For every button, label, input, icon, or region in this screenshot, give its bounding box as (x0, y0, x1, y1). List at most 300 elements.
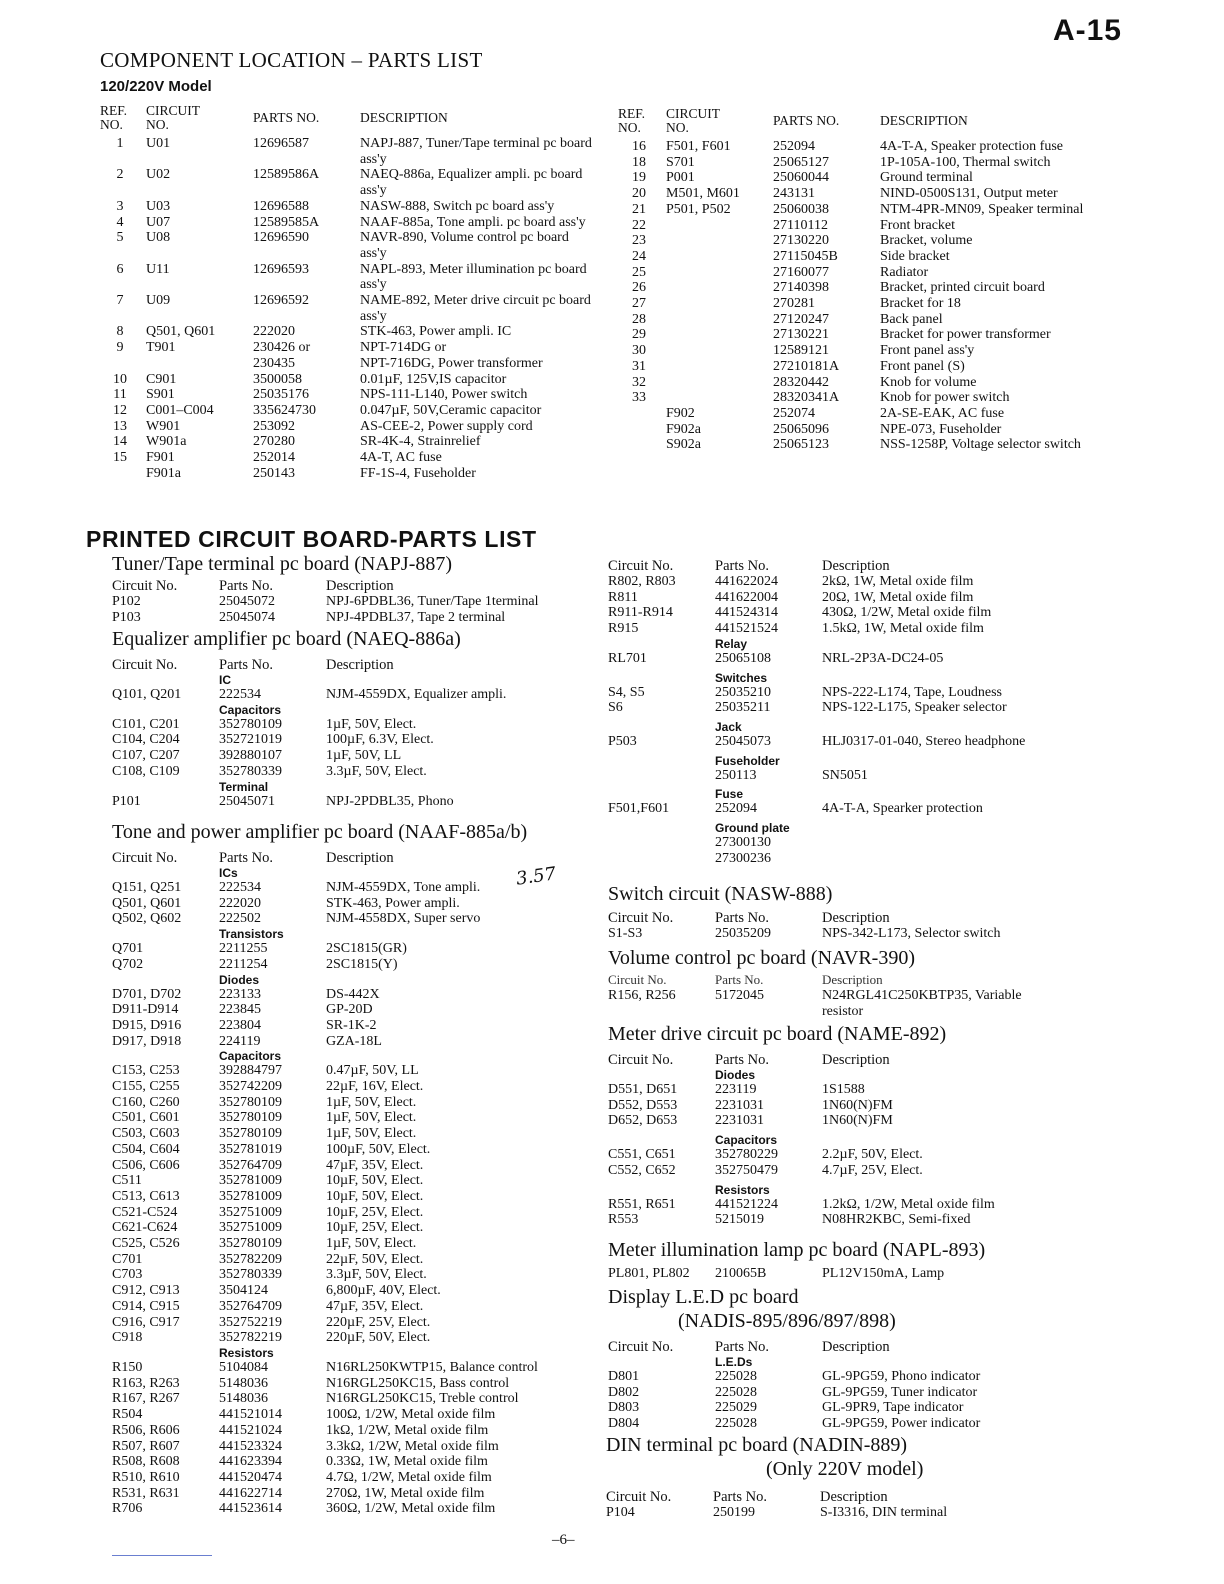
parts-no-cell: 25045073 (715, 733, 771, 749)
group-label: L.E.Ds (715, 1355, 753, 1369)
description-cell: 0.047µF, 50V,Ceramic capacitor (360, 402, 542, 418)
parts-no-cell: 441622004 (715, 589, 778, 605)
description-cell: Front panel (S) (880, 358, 965, 374)
circuit-no-cell: C621-C624 (112, 1220, 178, 1236)
parts-cell: 12696592 (253, 293, 309, 309)
table-row (112, 1315, 602, 1331)
parts-no-cell: 222534 (219, 687, 261, 702)
table-row (608, 1385, 1108, 1401)
ref-cell: 11 (113, 387, 127, 403)
section-nadis (608, 1285, 1108, 1432)
description-cell: 1S1588 (822, 1082, 865, 1097)
parts-no-cell: 441520474 (219, 1469, 282, 1485)
description-cell: N16RL250KWTP15, Balance control (326, 1359, 538, 1375)
table-row (608, 768, 1108, 784)
group-label: Switches (715, 670, 768, 685)
table-row (112, 1126, 602, 1142)
group-label: Diodes (715, 1068, 756, 1082)
parts-row (618, 233, 1118, 249)
table-row (608, 1113, 1108, 1129)
header-circuit-no: CIRCUIT NO. (146, 103, 200, 132)
circuit-no-cell: D551, D651 (608, 1082, 678, 1097)
description-cell: 22µF, 50V, Elect. (326, 1251, 424, 1267)
header-ref-no: REF. NO. (618, 106, 646, 135)
circuit-cell: S902a (666, 437, 701, 453)
column-header (608, 972, 1108, 988)
parts-cell: 252074 (773, 405, 815, 421)
description-cell: 3.3kΩ, 1/2W, Metal oxide film (326, 1438, 499, 1454)
ref-cell: 32 (632, 374, 646, 390)
circuit-no-cell: Q701 (112, 941, 144, 957)
parts-row (100, 324, 600, 340)
circuit-no-cell: R915 (608, 621, 639, 637)
parts-no-cell: 441521524 (715, 621, 778, 637)
parts-cell: 27120247 (773, 311, 829, 327)
description-cell: 4A-T-A, Spearker protection (822, 801, 983, 817)
table-row (112, 1205, 602, 1221)
table-row (608, 685, 1108, 701)
table-row (112, 1407, 602, 1423)
hdr-parts: Parts No. (715, 910, 769, 926)
header-description: DESCRIPTION (360, 110, 448, 125)
header-circuit-no: CIRCUIT NO. (666, 106, 720, 135)
parts-no-cell: 25045072 (219, 594, 275, 609)
parts-list-left (100, 104, 600, 481)
circuit-no-cell: Q702 (112, 956, 144, 972)
ref-cell: 13 (113, 418, 127, 434)
divider-line (112, 1555, 212, 1556)
circuit-cell: U09 (146, 293, 171, 309)
parts-cell: 12589586A (253, 167, 320, 183)
table-row (112, 1423, 602, 1439)
table-row (112, 748, 602, 764)
table-row (608, 835, 1108, 851)
parts-row (618, 312, 1118, 328)
ref-cell: 14 (113, 434, 127, 450)
circuit-no-cell: P102 (112, 594, 141, 609)
hdr-desc: Description (822, 558, 890, 574)
ref-cell: 33 (632, 390, 646, 406)
circuit-no-cell (608, 835, 715, 851)
table-row (112, 1330, 602, 1346)
circuit-no-cell: R504 (112, 1407, 143, 1423)
description-cell: STK-463, Power ampli. IC (360, 324, 512, 340)
description-cell: NPJ-6PDBL36, Tuner/Tape 1terminal (326, 594, 539, 609)
parts-no-cell: 352781019 (219, 1141, 282, 1157)
section-title: Tuner/Tape terminal pc board (NAPJ-887) (112, 553, 453, 575)
circuit-cell: C901 (146, 371, 177, 387)
description-cell: 100µF, 50V, Elect. (326, 1141, 431, 1157)
table-row (608, 851, 1108, 867)
parts-no-cell: 441523324 (219, 1438, 282, 1454)
page-title: COMPONENT LOCATION – PARTS LIST (100, 48, 483, 72)
description-cell: STK-463, Power ampli. (326, 895, 460, 911)
description-cell: S-I3316, DIN terminal (820, 1505, 948, 1520)
description-cell: GL-9PG59, Tuner indicator (822, 1384, 978, 1400)
description-cell: NJM-4558DX, Super servo (326, 911, 481, 927)
parts-list-right (618, 107, 1118, 453)
group-label: IC (219, 673, 231, 687)
parts-row (100, 419, 600, 435)
parts-no-cell: 5215019 (715, 1212, 764, 1228)
parts-cell: 243131 (773, 186, 815, 202)
circuit-no-cell: P104 (606, 1505, 635, 1520)
column-header (606, 1489, 1106, 1505)
table-row (608, 926, 1108, 942)
ref-cell: 15 (113, 450, 127, 466)
circuit-no-cell: C513, C613 (112, 1188, 180, 1204)
circuit-no-cell: R163, R263 (112, 1375, 180, 1391)
parts-row (100, 450, 600, 466)
circuit-no-cell: D802 (608, 1384, 640, 1400)
table-row (112, 594, 602, 610)
circuit-no-cell: C914, C915 (112, 1298, 180, 1314)
parts-cell: 28320442 (773, 374, 829, 390)
circuit-no-cell: R156, R256 (608, 988, 676, 1003)
circuit-cell (666, 233, 773, 249)
table-row (112, 1079, 602, 1095)
description-cell: 0.01µF, 125V,IS capacitor (360, 371, 507, 387)
circuit-cell: F902 (666, 405, 695, 421)
parts-cell: 270280 (253, 434, 295, 450)
group-label: Capacitors (219, 1049, 282, 1064)
parts-row (100, 167, 600, 198)
table-row (112, 1002, 602, 1018)
parts-cell: 12589585A (253, 214, 320, 230)
hdr-circuit: Circuit No. (112, 657, 178, 673)
column-header (608, 1052, 1108, 1068)
description-cell: NAPJ-887, Tuner/Tape terminal pc board ass'y (360, 136, 596, 167)
circuit-no-cell: F501,F601 (608, 801, 670, 817)
table-row (608, 734, 1108, 750)
parts-no-cell: 250113 (715, 767, 757, 783)
group-label: Transistors (219, 927, 284, 942)
description-cell: NAVR-890, Volume control pc board ass'y (360, 230, 573, 261)
description-cell: NPJ-2PDBL35, Phono (326, 793, 454, 809)
section-navr (608, 946, 1108, 1019)
parts-row (100, 387, 600, 403)
description-cell: 1.2kΩ, 1/2W, Metal oxide film (822, 1196, 995, 1212)
description-cell: 1kΩ, 1/2W, Metal oxide film (326, 1422, 489, 1438)
description-cell: NJM-4559DX, Equalizer ampli. (326, 687, 507, 702)
parts-no-cell: 352752219 (219, 1314, 282, 1330)
parts-no-cell: 352721019 (219, 732, 282, 748)
parts-cell: 3500058 (253, 371, 302, 387)
description-cell: Knob for power switch (880, 390, 1010, 406)
parts-no-cell: 25035211 (715, 700, 771, 716)
header-ref-no: REF. NO. (100, 103, 128, 132)
circuit-cell: U08 (146, 230, 171, 246)
parts-row (100, 466, 600, 482)
circuit-cell: F501, F601 (666, 139, 731, 154)
ref-cell: 4 (116, 214, 124, 230)
description-cell: NIND-0500S131, Output meter (880, 186, 1058, 202)
circuit-cell (666, 312, 773, 328)
table-row (112, 717, 602, 733)
ref-cell: 28 (632, 311, 646, 327)
table-row (112, 1391, 602, 1407)
parts-no-cell: 441523614 (219, 1501, 282, 1517)
description-cell: 47µF, 35V, Elect. (326, 1298, 424, 1314)
circuit-cell: U11 (146, 261, 170, 277)
circuit-cell (666, 390, 773, 406)
ref-cell: 30 (632, 343, 646, 359)
parts-row (618, 375, 1118, 391)
column-header (112, 850, 602, 866)
hdr-desc: Description (820, 1489, 888, 1505)
ref-cell: 20 (632, 186, 646, 202)
group-label: Capacitors (219, 702, 282, 717)
description-cell: 360Ω, 1/2W, Metal oxide film (326, 1501, 496, 1517)
description-cell: 100µF, 6.3V, Elect. (326, 732, 434, 748)
column-header (112, 657, 602, 673)
parts-cell: 12696593 (253, 261, 309, 277)
table-row (112, 1454, 602, 1470)
circuit-cell (666, 218, 773, 234)
parts-cell: 27130221 (773, 327, 829, 343)
description-cell: 1µF, 50V, Elect. (326, 1236, 417, 1252)
parts-no-cell: 392880107 (219, 748, 282, 764)
table-row (112, 1110, 602, 1126)
pcb-parts-heading: PRINTED CIRCUIT BOARD-PARTS LIST (86, 526, 537, 552)
circuit-no-cell: P101 (112, 793, 141, 809)
ref-cell: 29 (632, 327, 646, 343)
circuit-no-cell: D701, D702 (112, 986, 182, 1002)
hdr-parts: Parts No. (715, 1339, 769, 1355)
ref-cell: 18 (632, 154, 646, 170)
description-cell: 2SC1815(GR) (326, 941, 407, 957)
parts-no-cell: 224119 (219, 1033, 261, 1049)
section-napj (112, 552, 602, 625)
handwritten-note: 3.57 (514, 863, 558, 890)
group-label: Resistors (219, 1345, 274, 1360)
parts-row (618, 218, 1118, 234)
circuit-no-cell: C153, C253 (112, 1063, 180, 1079)
description-cell: 2A-SE-EAK, AC fuse (880, 405, 1005, 421)
section-subtitle: (Only 220V model) (766, 1458, 924, 1480)
table-row (608, 605, 1108, 621)
description-cell: Front bracket (880, 217, 956, 233)
circuit-cell: U02 (146, 167, 171, 183)
parts-cell: 25065123 (773, 437, 829, 453)
parts-no-cell: 222534 (219, 880, 261, 895)
ref-cell: 10 (113, 371, 127, 387)
description-cell: NTM-4PR-MN09, Speaker terminal (880, 201, 1084, 217)
circuit-cell: F902a (666, 421, 701, 437)
table-row (112, 957, 602, 973)
parts-row (618, 249, 1118, 265)
circuit-no-cell: R706 (112, 1501, 143, 1517)
description-cell: 10µF, 50V, Elect. (326, 1188, 424, 1204)
circuit-no-cell: C503, C603 (112, 1126, 180, 1142)
description-cell: NPS-111-L140, Power switch (360, 387, 528, 403)
description-cell: GL-9PG59, Phono indicator (822, 1369, 981, 1384)
circuit-no-cell: Q151, Q251 (112, 880, 182, 895)
parts-no-cell: 352782209 (219, 1251, 282, 1267)
ref-cell: 31 (632, 358, 646, 374)
parts-row (100, 372, 600, 388)
table-row (112, 1220, 602, 1236)
ref-cell: 16 (632, 139, 646, 154)
circuit-no-cell: C504, C604 (112, 1141, 180, 1157)
description-cell: 2SC1815(Y) (326, 956, 398, 972)
description-cell: 4A-T, AC fuse (360, 450, 442, 466)
circuit-no-cell: D804 (608, 1416, 640, 1432)
parts-row (618, 296, 1118, 312)
circuit-no-cell: R150 (112, 1359, 143, 1375)
table-row (112, 764, 602, 780)
parts-no-cell: 223133 (219, 986, 261, 1002)
parts-no-cell: 352781009 (219, 1188, 282, 1204)
circuit-cell (666, 343, 773, 359)
description-cell: 1µF, 50V, Elect. (326, 1094, 417, 1110)
circuit-no-cell: C552, C652 (608, 1162, 676, 1178)
ref-cell: 19 (632, 170, 646, 186)
section-napl (608, 1238, 1108, 1282)
hdr-parts: Parts No. (713, 1489, 767, 1505)
section-naaf-continued (608, 558, 1108, 866)
circuit-no-cell: RL701 (608, 650, 647, 666)
parts-no-cell: 2231031 (715, 1113, 764, 1129)
parts-list-header (618, 107, 1118, 135)
section-title: Switch circuit (NASW-888) (608, 883, 833, 905)
ref-cell: 1 (116, 136, 124, 151)
section-nasw (608, 882, 1108, 942)
parts-no-cell: 352780339 (219, 1267, 282, 1283)
table-row (608, 1416, 1108, 1432)
parts-no-cell: 210065B (715, 1266, 767, 1281)
parts-row (618, 170, 1118, 186)
hdr-parts: Parts No. (219, 850, 273, 866)
description-cell: NPJ-4PDBL37, Tape 2 terminal (326, 609, 506, 625)
circuit-no-cell: S1-S3 (608, 926, 643, 941)
table-row (112, 1158, 602, 1174)
circuit-no-cell: R167, R267 (112, 1391, 180, 1407)
description-cell: NAPL-893, Meter illumination pc board ass'y (360, 261, 591, 293)
hdr-circuit: Circuit No. (608, 910, 674, 926)
section-title: Equalizer amplifier pc board (NAEQ-886a) (112, 628, 461, 650)
column-header (608, 558, 1108, 574)
hdr-parts: Parts No. (715, 972, 764, 987)
circuit-cell: W901 (146, 418, 181, 434)
parts-cell: 252014 (253, 450, 295, 466)
table-row (112, 1283, 602, 1299)
parts-cell: 12589121 (773, 343, 829, 359)
section-naeq (112, 627, 602, 809)
group-label: Diodes (219, 972, 260, 987)
table-row (112, 610, 602, 626)
description-cell: SR-4K-4, Strainrelief (360, 434, 481, 450)
header-parts-no: PARTS NO. (253, 110, 320, 125)
parts-cell: 222020 (253, 324, 295, 340)
circuit-cell: T901 (146, 340, 176, 356)
description-cell: 1µF, 50V, Elect. (326, 716, 417, 732)
section-title: Display L.E.D pc board (608, 1286, 799, 1308)
table-row (608, 1082, 1108, 1098)
hdr-desc: Description (326, 850, 394, 866)
description-cell: 0.47µF, 50V, LL (326, 1063, 419, 1079)
column-header (608, 1339, 1108, 1355)
section-title: DIN terminal pc board (NADIN-889) (606, 1434, 908, 1456)
table-row (112, 1486, 602, 1502)
description-cell: NPE-073, Fuseholder (880, 421, 1002, 437)
circuit-no-cell: R508, R608 (112, 1454, 180, 1470)
parts-cell: 25065127 (773, 154, 829, 170)
description-cell: 1.5kΩ, 1W, Metal oxide film (822, 621, 984, 637)
parts-row (618, 422, 1118, 438)
parts-no-cell: 352780109 (219, 1236, 282, 1252)
parts-list-header (100, 104, 600, 132)
description-cell: 1µF, 50V, LL (326, 748, 402, 764)
description-cell: 10µF, 25V, Elect. (326, 1220, 424, 1236)
description-cell: 1µF, 50V, Elect. (326, 1110, 417, 1126)
section-title: Tone and power amplifier pc board (NAAF-885a/b) (112, 821, 528, 843)
parts-row (100, 230, 600, 261)
hdr-circuit: Circuit No. (608, 972, 667, 987)
circuit-cell (666, 265, 773, 281)
parts-no-cell: 250199 (713, 1505, 755, 1520)
description-cell: Front panel ass'y (880, 343, 975, 359)
parts-no-cell: 5172045 (715, 988, 764, 1003)
group-label: Jack (715, 719, 742, 734)
table-row (606, 1505, 1106, 1521)
hdr-circuit: Circuit No. (608, 558, 674, 574)
circuit-cell: W901a (146, 434, 187, 450)
description-cell: 4.7Ω, 1/2W, Metal oxide film (326, 1469, 492, 1485)
description-cell: 4A-T-A, Speaker protection fuse (880, 139, 1063, 154)
parts-no-cell: 352751009 (219, 1220, 282, 1236)
header-parts-no: PARTS NO. (773, 113, 840, 128)
circuit-cell: C001–C004 (146, 402, 214, 418)
group-label: Terminal (219, 779, 269, 794)
description-cell: PL12V150mA, Lamp (822, 1266, 945, 1281)
ref-cell (618, 437, 666, 453)
table-row (608, 700, 1108, 716)
description-cell (822, 835, 1092, 851)
circuit-no-cell: C107, C207 (112, 748, 180, 764)
parts-row (618, 186, 1118, 202)
group-label: Ground plate (715, 821, 790, 836)
ref-cell: 7 (116, 293, 124, 309)
hdr-parts: Parts No. (219, 657, 273, 673)
ref-cell: 3 (116, 198, 124, 214)
parts-no-cell: 225029 (715, 1400, 757, 1416)
parts-no-cell: 352782219 (219, 1330, 282, 1346)
ref-cell: 12 (113, 402, 127, 418)
description-cell: 270Ω, 1W, Metal oxide film (326, 1485, 485, 1501)
group-label: Fuse (715, 787, 744, 802)
description-cell: 20Ω, 1W, Metal oxide film (822, 589, 974, 605)
section-nadin (606, 1433, 1106, 1521)
parts-cell: 27130220 (773, 233, 829, 249)
hdr-parts: Parts No. (715, 558, 769, 574)
circuit-cell: S701 (666, 154, 695, 170)
parts-no-cell: 352764709 (219, 1298, 282, 1314)
parts-cell: 25035176 (253, 387, 309, 403)
parts-no-cell: 2211254 (219, 956, 268, 972)
parts-no-cell: 352750479 (715, 1162, 778, 1178)
parts-row (100, 293, 600, 324)
circuit-cell (666, 280, 773, 296)
parts-cell: 25065096 (773, 421, 829, 437)
description-cell: NJM-4559DX, Tone ampli. (326, 880, 481, 895)
ref-cell (618, 422, 666, 438)
table-row (112, 687, 602, 703)
hdr-desc: Description (326, 657, 394, 673)
ref-cell: 6 (116, 261, 124, 277)
parts-cell: 230426 or 230435 (253, 340, 311, 371)
description-cell: 220µF, 25V, Elect. (326, 1314, 431, 1330)
